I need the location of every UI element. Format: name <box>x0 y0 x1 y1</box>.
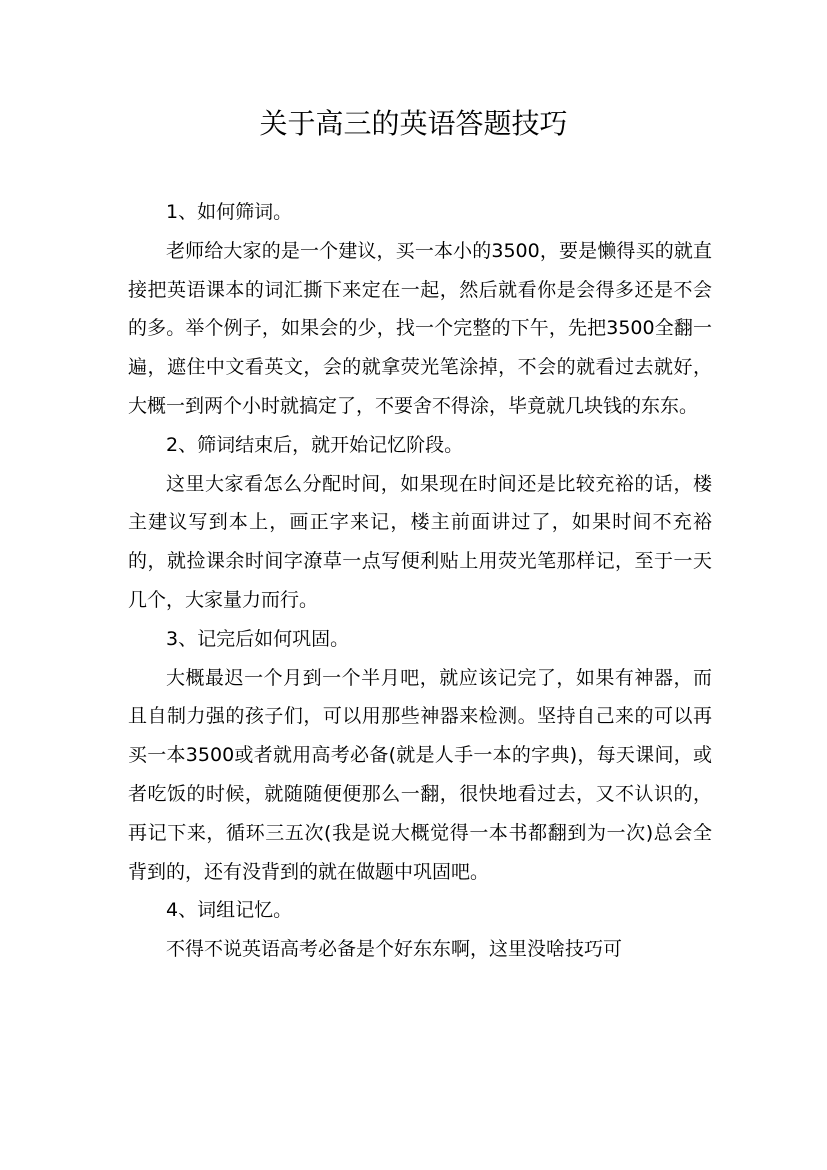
document-title: 关于高三的英语答题技巧 <box>259 107 568 140</box>
paragraph-heading-2: 2、筛词结束后，就开始记忆阶段。 <box>166 433 464 456</box>
document-body <box>128 193 712 969</box>
paragraph: 这里大家看怎么分配时间，如果现在时间还是比较充裕的话，楼主建议写到本上，画正字来记，楼主前面讲过了，如果时间不充裕的，就捡课余时间字潦草一点写便利贴上用荧光笔那样记，至于一天几个，大家量力而行。 <box>128 472 712 611</box>
paragraph: 不得不说英语高考必备是个好东东啊，这里没啥技巧可 <box>166 938 623 961</box>
paragraph-heading-3: 3、记完后如何巩固。 <box>166 627 350 650</box>
paragraph-heading-4: 4、词组记忆。 <box>166 899 293 922</box>
paragraph-heading-1: 1、如何筛词。 <box>166 201 293 223</box>
paragraph: 大概最迟一个月到一个半月吧，就应该记完了，如果有神器，而且自制力强的孩子们，可以用那些神器来检测。坚持自己来的可以再买一本3500或者就用高考必备(就是人手一本的字典)，每天课间，或者吃饭的时候，就随随便便那么一翻，很快地看过去，又不认识的，再记下来，循环三五次(我是说大概觉得一本书都翻到为一次)总会全背到的，还有没背到的就在做题中巩固吧。 <box>128 666 712 883</box>
paragraph: 老师给大家的是一个建议，买一本小的3500，要是懒得买的就直接把英语课本的词汇撕下来定在一起，然后就看你是会得多还是不会的多。举个例子，如果会的少，找一个完整的下午，先把3500全翻一遍，遮住中文看英文，会的就拿荧光笔涂掉，不会的就看过去就好，大概一到两个小时就搞定了，不要舍不得涂，毕竟就几块钱的东东。 <box>128 239 712 417</box>
